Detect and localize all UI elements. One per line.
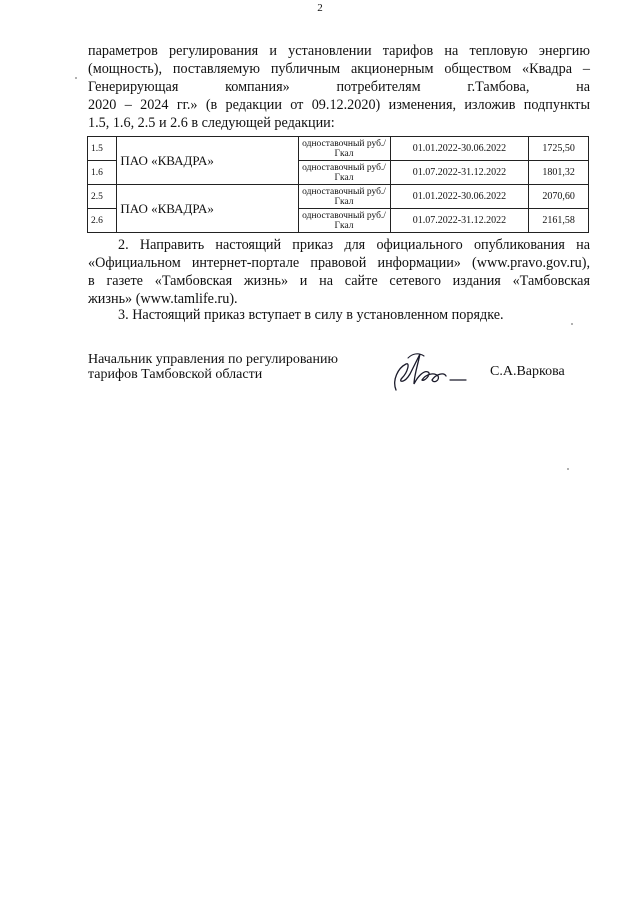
intro-line: 1.5, 1.6, 2.5 и 2.6 в следующей редакции: — [88, 115, 335, 131]
period-cell: 01.07.2022-31.12.2022 — [390, 209, 529, 233]
table-row — [88, 185, 589, 209]
row-number: 1.6 — [88, 161, 117, 185]
period-cell: 01.01.2022-30.06.2022 — [390, 185, 529, 209]
intro-line: параметров регулирования и установлении тарифов на тепловую энергию — [88, 43, 590, 59]
item-2-line: жизнь» (www.tamlife.ru). — [88, 291, 238, 307]
intro-line: (мощность), поставляемую публичным акционерным обществом «Квадра – — [88, 61, 590, 77]
tariff-table — [87, 136, 589, 233]
scan-speck — [567, 468, 569, 470]
signer-title-line: тарифов Тамбовской области — [88, 367, 263, 382]
row-number: 2.6 — [88, 209, 117, 233]
item-2-paragraph — [88, 236, 590, 308]
price-cell: 2161,58 — [529, 209, 589, 233]
period-cell: 01.07.2022-31.12.2022 — [390, 161, 529, 185]
scan-speck — [571, 323, 573, 325]
scan-speck — [75, 77, 77, 79]
organization-cell: ПАО «КВАДРА» — [117, 137, 298, 185]
item-3-line: 3. Настоящий приказ вступает в силу в установленном порядке. — [118, 307, 504, 323]
organization-cell: ПАО «КВАДРА» — [117, 185, 298, 233]
item-2-line: 2. Направить настоящий приказ для официального опубликования на — [118, 237, 590, 253]
item-3-paragraph — [88, 306, 590, 324]
item-2-line: в газете «Тамбовская жизнь» и на сайте сетевого издания «Тамбовская — [88, 273, 590, 289]
unit-cell: одноставочный руб./Гкал — [298, 209, 390, 233]
unit-cell: одноставочный руб./Гкал — [298, 161, 390, 185]
unit-cell: одноставочный руб./Гкал — [298, 137, 390, 161]
unit-cell: одноставочный руб./Гкал — [298, 185, 390, 209]
row-number: 1.5 — [88, 137, 117, 161]
intro-paragraph — [88, 42, 590, 132]
price-cell: 1725,50 — [529, 137, 589, 161]
price-cell: 2070,60 — [529, 185, 589, 209]
table-row — [88, 137, 589, 161]
signer-title — [88, 352, 338, 382]
price-cell: 1801,32 — [529, 161, 589, 185]
item-2-line: «Официальном интернет-портале правовой информации» (www.pravo.gov.ru), — [88, 255, 590, 271]
intro-line: 2020 – 2024 гг.» (в редакции от 09.12.2020) изменения, изложив подпункты — [88, 97, 590, 113]
page-number: 2 — [317, 2, 323, 14]
handwritten-signature-icon — [388, 350, 478, 394]
intro-line: Генерирующая компания» потребителям г.Тамбова, на — [88, 79, 590, 95]
signer-name: С.А.Варкова — [490, 364, 565, 379]
period-cell: 01.01.2022-30.06.2022 — [390, 137, 529, 161]
signer-title-line: Начальник управления по регулированию — [88, 352, 338, 367]
row-number: 2.5 — [88, 185, 117, 209]
